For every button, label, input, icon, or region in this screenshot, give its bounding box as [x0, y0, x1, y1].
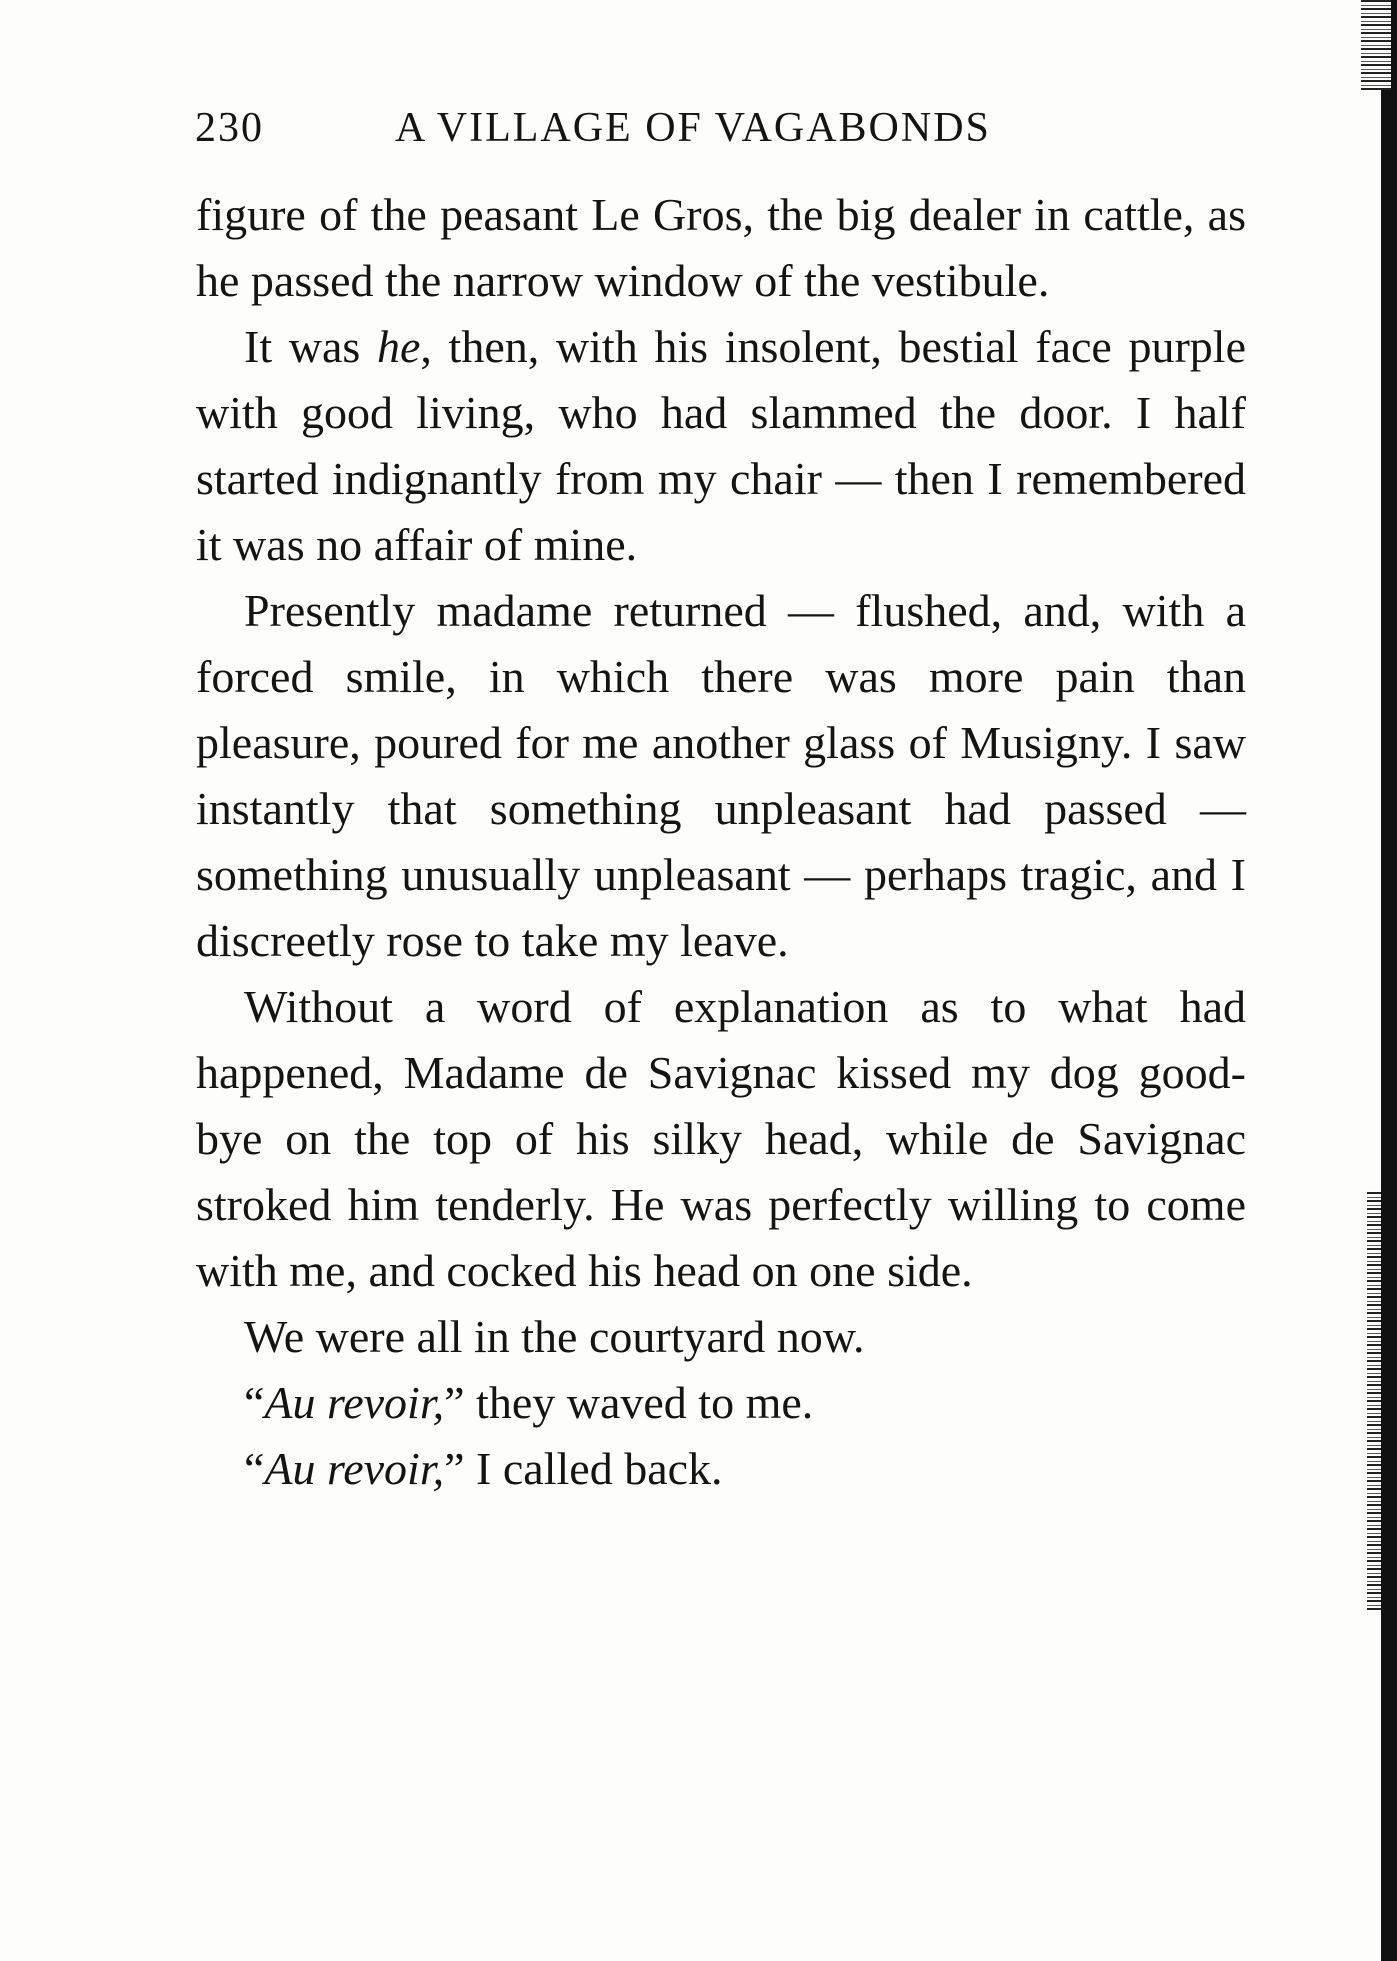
- scan-edge-mark-middle: [1367, 1190, 1381, 1610]
- paragraph-2: It was he, then, with his insolent, bestial face purple with good living, who had slammed the door. I half started indignantly from my chair — then I remembered it was no affair of mine.: [196, 321, 1247, 570]
- running-title: A VILLAGE OF VAGABONDS: [395, 105, 991, 151]
- scanned-page-edge: [1381, 0, 1397, 1961]
- paragraph-1: figure of the peasant Le Gros, the big dealer in cattle, as he passed the narrow window of the vestibule.: [196, 189, 1246, 306]
- page-number: 230: [195, 105, 264, 151]
- emphasis-he: he: [376, 321, 421, 372]
- scan-edge-mark-top: [1361, 0, 1391, 90]
- emphasis-au-revoir: Au revoir,: [264, 1443, 445, 1494]
- body-text: [196, 182, 1246, 1502]
- paragraph-3: Presently madame returned — flushed, and, with a forced smile, in which there was more pain than pleasure, poured for me another glass of Musigny. I saw instantly that something unpleasant had passed — something unusually unpleasant — perhaps tragic, and I discreetly rose to take my leave.: [196, 585, 1246, 966]
- paragraph-5: We were all in the courtyard now.: [244, 1311, 865, 1362]
- running-head: [195, 104, 1085, 164]
- paragraph-6: “Au revoir,” they waved to me.: [244, 1377, 814, 1428]
- paragraph-4: Without a word of explanation as to what had happened, Madame de Savignac kissed my dog good-bye on the top of his silky head, while de Savignac stroked him tenderly. He was perfectly willing to come with me, and cocked his head on one side.: [196, 981, 1246, 1296]
- emphasis-au-revoir: Au revoir,: [264, 1377, 445, 1428]
- paragraph-7: “Au revoir,” I called back.: [244, 1443, 723, 1494]
